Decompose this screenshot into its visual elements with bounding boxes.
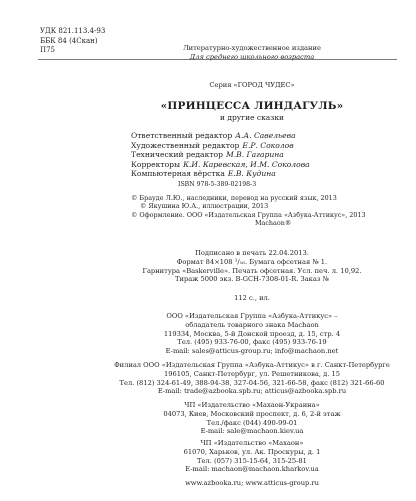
page-count-line: 112 с., ил.: [234, 294, 270, 302]
staff-name: Е.В. Кудина: [227, 169, 276, 179]
publisher-block: [96, 312, 408, 356]
bbk-code: ББК 84 (4Скан): [40, 36, 98, 45]
copyright-notice: [131, 194, 366, 227]
kharkov-line: 61070, Харьков, ул. Ак. Проскуры, д. 1: [183, 447, 321, 456]
staff-row: [131, 160, 310, 170]
staff-role: Компьютерная вёрстка: [131, 169, 225, 179]
website-block: [96, 479, 408, 488]
print-line: Гарнитура «Baskerville». Печать офсетная. Усл. печ. л. 10,92.: [142, 266, 362, 275]
staff-name: Е.Р. Соколов: [242, 140, 294, 150]
trademark: Machaon®: [255, 218, 292, 227]
print-line: Подписано в печать 22.04.2013.: [195, 249, 309, 257]
edition-type-line: Литературно-художественное издание: [183, 44, 321, 52]
kharkov-line: ЧП «Издательство «Махаон»: [200, 439, 304, 447]
series-block: [96, 81, 408, 90]
print-line: Формат 84×108 ¹/₁₆. Бумага офсетная № 1.: [176, 257, 328, 266]
print-line: Тираж 5000 экз. В-GCH-7308-01-R. Заказ №: [175, 275, 329, 284]
page-count: [96, 294, 408, 303]
author-mark: П75: [40, 46, 56, 54]
staff-row: [131, 141, 310, 151]
staff-role: Ответственный редактор: [131, 131, 233, 140]
staff-role: Технический редактор: [131, 150, 223, 160]
staff-role: Корректоры: [131, 159, 181, 169]
kharkov-line: Тел. (057) 315-15-64, 315-25-81: [197, 456, 307, 465]
book-title: «ПРИНЦЕССА ЛИНДАГУЛЬ»: [160, 100, 344, 112]
staff-row: [131, 169, 310, 179]
book-subtitle: и другие сказки: [219, 113, 285, 122]
publisher-line: ООО «Издательская Группа «Азбука-Аттикус» –: [166, 312, 338, 320]
staff-row: [131, 131, 310, 141]
kiev-line: ЧП «Издательство «Махаон-Украина»: [184, 401, 320, 409]
branch-line: 196105, Санкт-Петербург, ул. Решетникова, д. 15: [164, 369, 340, 378]
staff-name: М.В. Гагарина: [225, 150, 284, 160]
copyright-line: © Якушина Ю.А., иллюстрации, 2013: [140, 202, 269, 211]
kharkov-block: [96, 439, 408, 474]
copyright-line: © Оформление. ООО «Издательская Группа «Азбука-Аттикус», 2013: [131, 210, 366, 219]
staff-name: К.И. Каревская, И.М. Соколова: [183, 159, 310, 169]
publisher-line: обладатель товарного знака Machaon: [185, 320, 319, 329]
staff-name: А.А. Савельева: [235, 131, 296, 140]
audience-line: Для среднего школьного возраста: [189, 52, 315, 61]
publisher-line: 119334, Москва, 5-й Донской проезд, д. 15, стр. 4: [163, 329, 341, 338]
staff-row: [131, 150, 310, 160]
kharkov-line: E-mail: machaon@machaon.kharkov.ua: [185, 465, 319, 474]
kiev-line: Тел./факс (044) 490-99-01: [206, 418, 298, 427]
isbn: ISBN 978-5-389-02198-3: [178, 181, 257, 188]
publisher-line: E-mail: sales@atticus-group.ru; info@machaon.net: [165, 347, 339, 356]
branch-line: Тел. (812) 324-61-49, 388-94-38, 327-04-56, 321-66-58, факс (812) 321-66-60: [119, 378, 385, 387]
series-name: Серия «ГОРОД ЧУДЕС»: [209, 81, 295, 89]
staff-role: Художественный редактор: [131, 140, 240, 150]
print-details: [96, 249, 408, 284]
edition-type: [96, 44, 408, 62]
copyright-line: © Брауде Л.Ю., наследники, перевод на русский язык, 2013: [131, 194, 337, 202]
spb-branch-block: [96, 361, 408, 396]
publisher-line: Тел. (495) 933-76-00, факс (495) 933-76-19: [177, 338, 327, 347]
kiev-line: E-mail: sale@machaon.kiev.ua: [200, 427, 304, 436]
branch-line: Филиал ООО «Издательская Группа «Азбука-Аттикус» в г. Санкт-Петербурге: [114, 361, 390, 369]
kiev-line: 04073, Киев, Московский проспект, д. 6, 2-й этаж: [163, 409, 341, 418]
kiev-block: [96, 401, 408, 436]
editorial-staff: [131, 131, 310, 179]
branch-line: E-mail: trade@azbooka.spb.ru; atticus@azbooka.spb.ru: [157, 387, 347, 396]
udc-code: УДК 821.113.4-93: [40, 27, 106, 35]
website-line: www.azbooka.ru; www.atticus-group.ru: [185, 479, 319, 487]
title-block: [96, 100, 408, 123]
